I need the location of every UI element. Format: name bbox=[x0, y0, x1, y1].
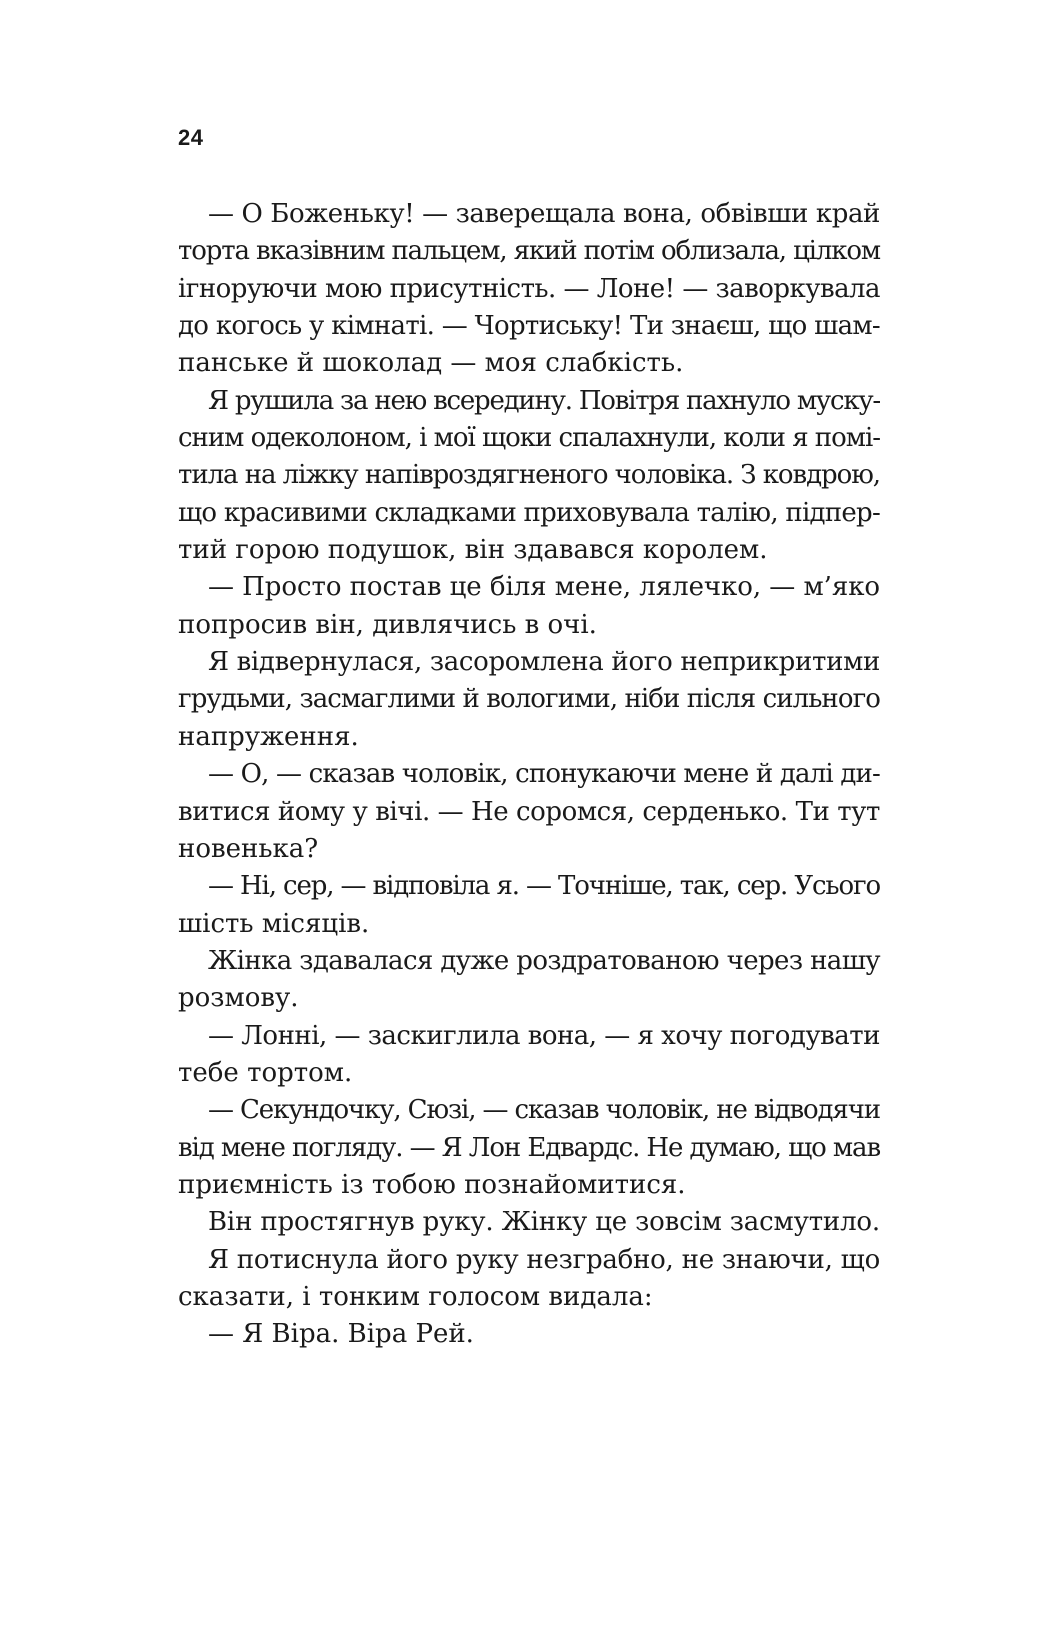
text-line: Він простягнув руку. Жінку це зовсім засмутило. bbox=[208, 1207, 880, 1238]
text-line: до когось у кімнаті. — Чортиську! Ти знаєш, що шам- bbox=[178, 311, 880, 342]
text-line: ігноруючи мою присутність. — Лоне! — заворкувала bbox=[178, 273, 880, 304]
text-line: попросив він, дивлячись в очі. bbox=[178, 609, 597, 640]
text-line: торта вказівним пальцем, який потім облизала, цілком bbox=[178, 236, 880, 267]
text-line: — Лонні, — заскиглила вона, — я хочу погодувати bbox=[208, 1020, 880, 1051]
text-line: Я рушила за нею всередину. Повітря пахнуло муску- bbox=[208, 385, 880, 416]
body-text bbox=[178, 196, 880, 1354]
text-line: — Секундочку, Сюзі, — сказав чоловік, не відводячи bbox=[208, 1095, 880, 1126]
text-line: Жінка здавалася дуже роздратованою через нашу bbox=[208, 945, 880, 976]
text-line: — Просто постав це біля мене, лялечко, — м’яко bbox=[208, 572, 880, 603]
text-line: — Ні, сер, — відповіла я. — Точніше, так, сер. Усього bbox=[208, 871, 880, 902]
page-number: 24 bbox=[178, 125, 204, 150]
text-line: — О, — сказав чоловік, спонукаючи мене й далі ди- bbox=[208, 759, 880, 790]
text-line: напруження. bbox=[178, 721, 359, 752]
text-line: сним одеколоном, і мої щоки спалахнули, коли я помі- bbox=[178, 423, 880, 454]
text-line: — О Боженьку! — заверещала вона, обвівши край bbox=[208, 199, 880, 229]
text-line: від мене погляду. — Я Лон Едвардс. Не думаю, що мав bbox=[178, 1132, 880, 1163]
text-line: що красивими складками приховувала талію, підпер- bbox=[178, 497, 880, 528]
text-line: розмову. bbox=[178, 983, 299, 1014]
text-line: тебе тортом. bbox=[178, 1057, 353, 1088]
text-line: Я відвернулася, засоромлена його неприкритими bbox=[208, 647, 880, 678]
text-line: грудьми, засмаглими й вологими, ніби після сильного bbox=[178, 684, 880, 715]
text-line: сказати, і тонким голосом видала: bbox=[178, 1281, 653, 1312]
text-line: тий горою подушок, він здавався королем. bbox=[178, 535, 768, 566]
text-line: новенька? bbox=[178, 833, 319, 864]
text-line: витися йому у вічі. — Не соромся, серденько. Ти тут bbox=[178, 796, 880, 827]
text-line: тила на ліжку напівроздягненого чоловіка. З ковдрою, bbox=[178, 460, 880, 491]
text-line: Я потиснула його руку незграбно, не знаючи, що bbox=[208, 1244, 880, 1275]
text-line: шість місяців. bbox=[178, 908, 370, 939]
text-line: — Я Віра. Віра Рей. bbox=[208, 1319, 474, 1350]
text-line: приємність із тобою познайомитися. bbox=[178, 1169, 686, 1200]
text-line: панське й шоколад — моя слабкість. bbox=[178, 348, 684, 379]
